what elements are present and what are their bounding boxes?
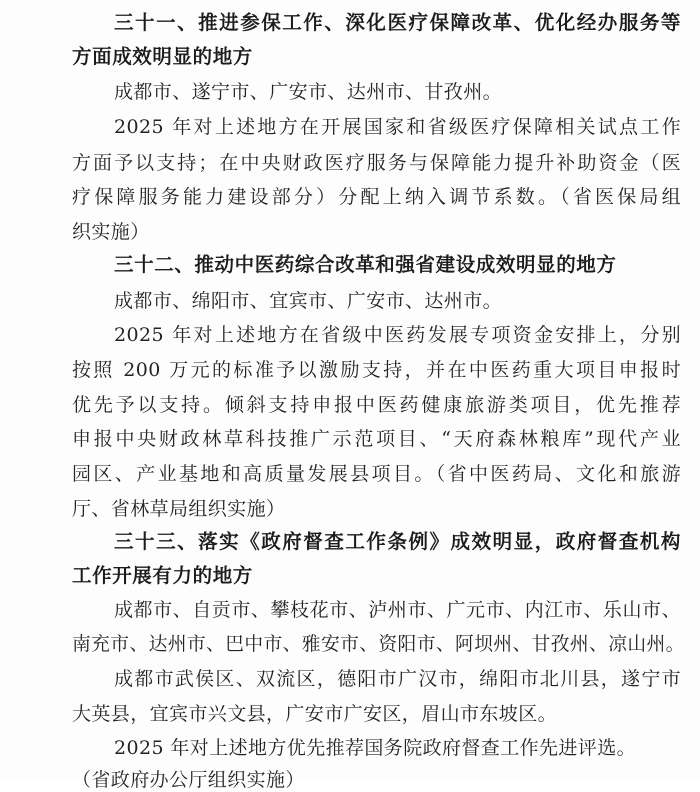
section-33-cities-line-2: 南充市、达州市、巴中市、雅安市、资阳市、阿坝州、甘孜州、凉山州。 (72, 634, 685, 655)
section-33-cities-line-3: 成都市武侯区、双流区，德阳市广汉市，绵阳市北川县，遂宁市 (114, 668, 681, 690)
section-31-body-line-1: 2025 年对上述地方在开展国家和省级医疗保障相关试点工作 (114, 116, 681, 138)
section-32-cities: 成都市、绵阳市、宜宾市、广安市、达州市。 (114, 290, 503, 312)
section-31-body-line-3: 疗保障服务能力建设部分）分配上纳入调节系数。（省医保局组 (72, 186, 681, 208)
section-33-body-line-2: （省政府办公厅组织实施） (72, 769, 305, 791)
section-32-body-line-3: 优先予以支持。倾斜支持申报中医药健康旅游类项目，优先推荐 (72, 394, 681, 416)
section-32-heading: 三十二、推动中医药综合改革和强省建设成效明显的地方 (114, 253, 617, 276)
section-33-body-line-1: 2025 年对上述地方优先推荐国务院政府督查工作先进评选。 (114, 737, 636, 759)
section-32-body-line-4: 申报中央财政林草科技推广示范项目、“天府森林粮库”现代产业 (72, 428, 681, 450)
section-31-cities: 成都市、遂宁市、广安市、达州市、甘孜州。 (114, 81, 503, 103)
section-32-body-line-1: 2025 年对上述地方在省级中医药发展专项资金安排上，分别 (114, 324, 681, 346)
section-31-body-line-2: 方面予以支持；在中央财政医疗服务与保障能力提升补助资金（医 (72, 152, 681, 174)
section-33-cities-line-1: 成都市、自贡市、攀枝花市、泸州市、广元市、内江市、乐山市、 (114, 599, 681, 621)
section-33-cities-line-4: 大英县，宜宾市兴文县，广安市广安区，眉山市东坡区。 (72, 703, 558, 725)
section-32-body-line-6: 厅、省林草局组织实施） (72, 498, 286, 520)
section-31-heading-line-2: 方面成效明显的地方 (72, 45, 253, 68)
section-32-body-line-5: 园区、产业基地和高质量发展县项目。（省中医药局、文化和旅游 (72, 463, 681, 485)
section-33-heading-line-2: 工作开展有力的地方 (72, 564, 253, 587)
section-31-body-line-4: 织实施） (72, 221, 150, 243)
section-32-body-line-2: 按照 200 万元的标准予以激励支持，并在中医药重大项目申报时 (72, 359, 681, 381)
section-31-heading-line-1: 三十一、推进参保工作、深化医疗保障改革、优化经办服务等 (114, 11, 681, 34)
section-33-heading-line-1: 三十三、落实《政府督查工作条例》成效明显，政府督查机构 (114, 530, 681, 553)
